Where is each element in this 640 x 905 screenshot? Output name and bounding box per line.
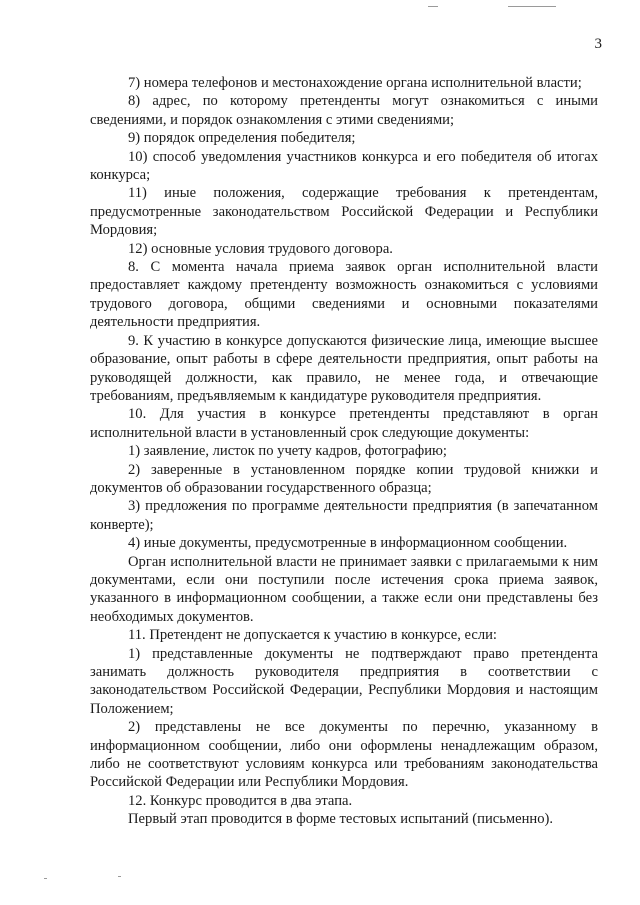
document-item-1: 1) заявление, листок по учету кадров, фотографию; [128, 443, 447, 460]
rejection-paragraph: Орган исполнительной власти не принимает заявки с прилагаемыми к ним документами, если они поступили после истечения срока приема заявок, указанного в информационном сообщении, а также если они представлены без необходимых документов. [90, 553, 598, 625]
list-item-7: 7) номера телефонов и местонахождение органа исполнительной власти; [128, 75, 582, 91]
clause-12: 12. Конкурс проводится в два этапа. [128, 792, 353, 809]
document-item-2: 2) заверенные в установленном порядке копии трудовой книжки и документов об образовании государственного образца; [90, 461, 598, 496]
clause-11: 11. Претендент не допускается к участию в конкурсе, если: [128, 627, 497, 644]
exclusion-item-2: 2) представлены не все документы по перечню, указанному в информационном сообщении, либо они оформлены ненадлежащим образом, либо не соответствуют условиям конкурса или требованиям законодательства Российской Федерации или Республики Мордовия. [90, 719, 598, 791]
clause-10: 10. Для участия в конкурсе претенденты представляют в орган исполнительной власти в установленный срок следующие документы: [90, 406, 598, 441]
document-item-4: 4) иные документы, предусмотренные в информационном сообщении. [128, 535, 568, 552]
list-item-10: 10) способ уведомления участников конкурса и его победителя об итогах конкурса; [90, 148, 598, 184]
scan-artifact [508, 6, 556, 7]
clause-9: 9. К участию в конкурсе допускаются физические лица, имеющие высшее образование, опыт работы в сфере деятельности предприятия, опыт работы на руководящей должности, как правило, не менее года, и отвечающие требованиям, предъявляемым к кандидатуре руководителя предприятия. [90, 332, 598, 404]
scan-artifact [44, 878, 47, 879]
scan-artifact [428, 6, 438, 7]
page-number: 3 [594, 36, 602, 52]
exclusion-item-1: 1) представленные документы не подтверждают право претендента занимать должность руководителя предприятия в соответствии с законодательством Российской Федерации, Республики Мордовия и настоящим Положением; [90, 645, 598, 717]
document-item-3: 3) предложения по программе деятельности предприятия (в запечатанном конверте); [90, 498, 598, 533]
scan-artifact [118, 876, 121, 877]
clause-8: 8. С момента начала приема заявок орган исполнительной власти предоставляет каждому претенденту возможность ознакомиться с условиями трудового договора, общими сведениями и основными показателями деятельности предприятия. [90, 259, 598, 331]
document-body [90, 74, 598, 829]
list-item-9: 9) порядок определения победителя; [128, 130, 356, 147]
list-item-8: 8) адрес, по которому претенденты могут ознакомиться с иными сведениями, и порядок ознакомления с этими сведениями; [90, 93, 598, 128]
list-item-12: 12) основные условия трудового договора. [128, 240, 393, 257]
first-stage-paragraph: Первый этап проводится в форме тестовых испытаний (письменно). [128, 811, 554, 828]
list-item-11: 11) иные положения, содержащие требования к претендентам, предусмотренные законодательством Российской Федерации и Республики Мордовия; [90, 185, 598, 239]
